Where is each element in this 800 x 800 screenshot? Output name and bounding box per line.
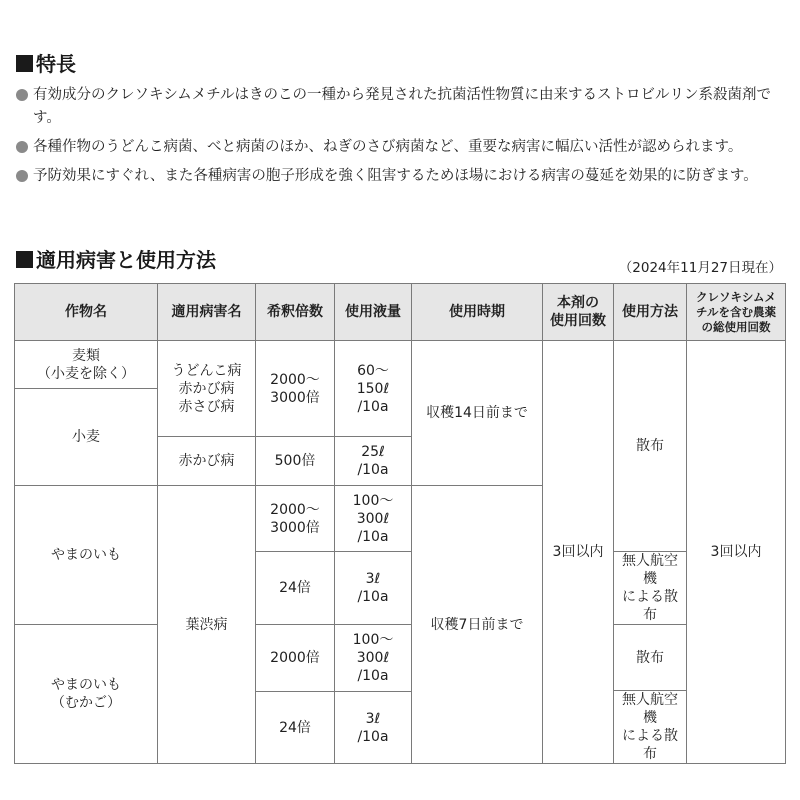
method-cell: 散布: [614, 341, 687, 552]
volume-cell: 25ℓ /10a: [335, 437, 412, 486]
dilution-cell: 24倍: [256, 552, 335, 625]
header-uses-total: クレソキシムメ チルを含む農薬 の総使用回数: [687, 284, 786, 341]
volume-cell: 3ℓ /10a: [335, 552, 412, 625]
dilution-cell: 2000倍: [256, 625, 335, 692]
timing-cell: 収穫7日前まで: [412, 486, 543, 764]
feature-item: 各種作物のうどんこ病菌、べと病菌のほか、ねぎのさび病菌など、重要な病害に幅広い活性が認められます。: [16, 136, 796, 159]
crop-cell: 麦類 （小麦を除く）: [15, 341, 158, 389]
header-timing: 使用時期: [412, 284, 543, 341]
dilution-cell: 2000～ 3000倍: [256, 341, 335, 437]
disease-cell: うどんこ病 赤かび病 赤さび病: [158, 341, 256, 437]
square-bullet-icon: [16, 55, 33, 72]
table-row: [15, 341, 786, 389]
bullet-dot-icon: [16, 141, 28, 153]
crop-cell: 小麦: [15, 389, 158, 486]
square-bullet-icon: [16, 251, 33, 268]
uses-this-cell: 3回以内: [543, 341, 614, 764]
volume-cell: 60～ 150ℓ /10a: [335, 341, 412, 437]
dilution-cell: 24倍: [256, 692, 335, 764]
bullet-dot-icon: [16, 170, 28, 182]
features-list: [16, 84, 796, 194]
feature-item: 予防効果にすぐれ、また各種病害の胞子形成を強く阻害するためほ場における病害の蔓延を効果的に防ぎます。: [16, 165, 796, 188]
usage-table: [14, 283, 786, 764]
volume-cell: 100～ 300ℓ /10a: [335, 486, 412, 552]
dilution-cell: 500倍: [256, 437, 335, 486]
header-disease: 適用病害名: [158, 284, 256, 341]
usage-heading: 適用病害と使用方法: [16, 244, 216, 273]
header-dilution: 希釈倍数: [256, 284, 335, 341]
method-cell: 無人航空機 による散布: [614, 691, 687, 764]
dilution-cell: 2000～ 3000倍: [256, 486, 335, 552]
volume-cell: 100～ 300ℓ /10a: [335, 625, 412, 692]
timing-cell: 収穫14日前まで: [412, 341, 543, 486]
disease-cell: 葉渋病: [158, 486, 256, 764]
header-method: 使用方法: [614, 284, 687, 341]
header-uses-this: 本剤の 使用回数: [543, 284, 614, 341]
disease-cell: 赤かび病: [158, 437, 256, 486]
uses-total-cell: 3回以内: [687, 341, 786, 764]
header-crop: 作物名: [15, 284, 158, 341]
table-header-row: [15, 284, 786, 341]
crop-cell: やまのいも: [15, 486, 158, 625]
header-volume: 使用液量: [335, 284, 412, 341]
crop-cell: やまのいも （むかご）: [15, 625, 158, 764]
method-cell: 無人航空機 による散布: [614, 552, 687, 625]
as-of-date: （2024年11月27日現在）: [618, 260, 782, 276]
method-cell: 散布: [614, 625, 687, 691]
feature-item: 有効成分のクレソキシムメチルはきのこの一種から発見された抗菌活性物質に由来するストロビルリン系殺菌剤です。: [16, 84, 796, 130]
bullet-dot-icon: [16, 89, 28, 101]
volume-cell: 3ℓ /10a: [335, 692, 412, 764]
features-heading: 特長: [16, 48, 76, 77]
table-row: [15, 625, 786, 691]
